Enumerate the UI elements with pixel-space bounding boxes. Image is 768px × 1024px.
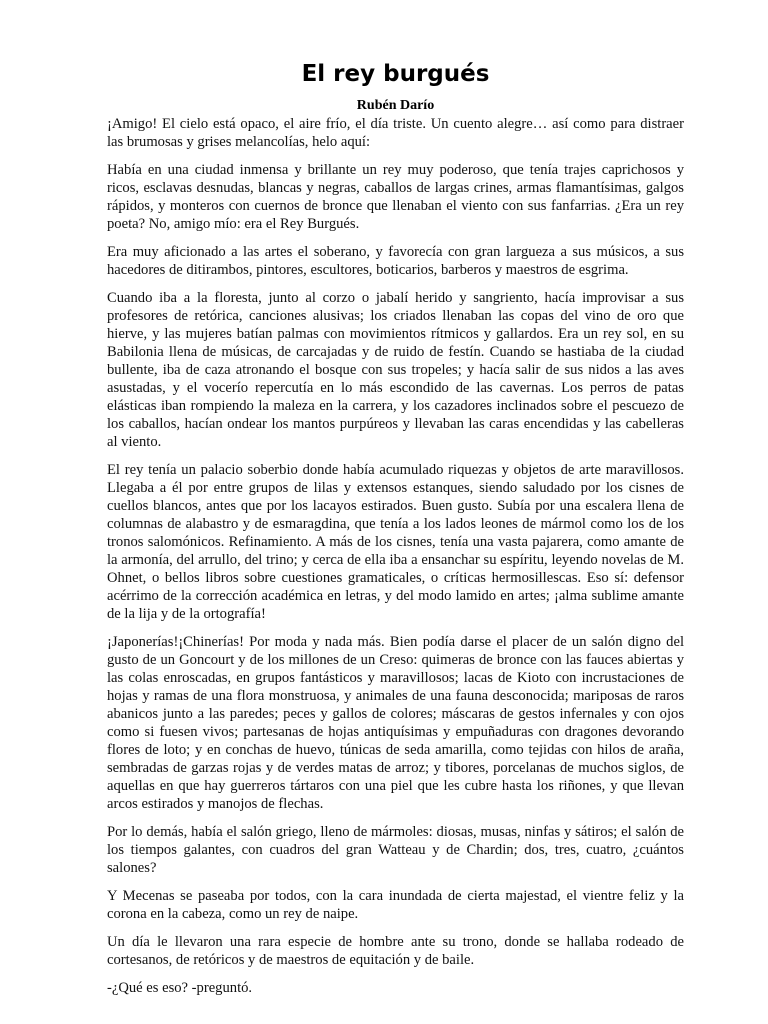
paragraph: Por lo demás, había el salón griego, lleno de mármoles: diosas, musas, ninfas y sátiros; el salón de los tiempos galantes, con cuadros del gran Watteau y de Chardin; dos, tres, cuatro, ¿cuántos salones? xyxy=(107,824,684,876)
paragraph: ¡Japonerías!¡Chinerías! Por moda y nada más. Bien podía darse el placer de un salón digno del gusto de un Goncourt y de los millones de un Creso: quimeras de bronce con las fauces abiertas y las colas enroscadas, en grupos fantásticos y maravillosos; lacas de Kioto con incrustaciones de hojas y ramas de una flora monstruosa, y animales de una fauna desconocida; mariposas de raros abanicos junto a las paredes; peces y gallos de colores; máscaras de gestos infernales y con ojos como si fuesen vivos; partesanas de hojas antiquísimas y empuñaduras con dragones devorando flores de loto; y en conchas de huevo, túnicas de seda amarilla, como tejidas con hilos de araña, sembradas de garzas rojas y de verdes matas de arroz; y tibores, porcelanas de muchos siglos, de aquellas en que hay guerreros tártaros con una piel que les cubre hasta los riñones, y que llevan arcos estirados y manojos de flechas. xyxy=(107,634,684,812)
paragraph: Un día le llevaron una rara especie de hombre ante su trono, donde se hallaba rodeado de cortesanos, de retóricos y de maestros de equitación y de baile. xyxy=(107,934,684,968)
paragraph: Había en una ciudad inmensa y brillante un rey muy poderoso, que tenía trajes caprichosos y ricos, esclavas desnudas, blancas y negras, caballos de largas crines, armas flamantísimas, galgos rápidos, y monteros con cuernos de bronce que llenaban el viento con sus fanfarrias. ¿Era un rey poeta? No, amigo mío: era el Rey Burgués. xyxy=(107,162,684,232)
paragraph: -¿Qué es eso? -preguntó. xyxy=(107,980,253,996)
paragraph: Era muy aficionado a las artes el soberano, y favorecía con gran largueza a sus músicos, a sus hacedores de ditirambos, pintores, escultores, boticarios, barberos y maestros de esgrima. xyxy=(107,244,684,278)
document-page xyxy=(107,0,684,1007)
document-author: Rubén Darío xyxy=(356,98,435,113)
paragraph: Cuando iba a la floresta, junto al corzo o jabalí herido y sangriento, hacía improvisar a sus profesores de retórica, canciones alusivas; los criados llenaban las copas del vino de oro que hierve, y las mujeres batían palmas con movimientos rítmicos y gallardos. Era un rey sol, en su Babilonia llena de músicas, de carcajadas y de ruido de festín. Cuando se hastiaba de la ciudad bullente, iba de caza atronando el bosque con sus tropeles; y hacía salir de sus nidos a las aves asustadas, y el vocerío repercutía en lo más escondido de las cavernas. Los perros de patas elásticas iban rompiendo la maleza en la carrera, y los cazadores inclinados sobre el pescuezo de los caballos, hacían ondear los mantos purpúreos y llevaban las caras encendidas y las cabelleras al viento. xyxy=(107,290,684,450)
paragraph: Y Mecenas se paseaba por todos, con la cara inundada de cierta majestad, el vientre feliz y la corona en la cabeza, como un rey de naipe. xyxy=(107,888,684,922)
paragraph: El rey tenía un palacio soberbio donde había acumulado riquezas y objetos de arte maravillosos. Llegaba a él por entre grupos de lilas y extensos estanques, siendo saludado por los cisnes de cuellos blancos, antes que por los lacayos estirados. Buen gusto. Subía por una escalera llena de columnas de alabastro y de esmaragdina, que tenía a los lados leones de mármol como los de los tronos salomónicos. Refinamiento. A más de los cisnes, tenía una vasta pajarera, como amante de la armonía, del arrullo, del trino; y cerca de ella iba a ensanchar su espíritu, leyendo novelas de M. Ohnet, o bellos libros sobre cuestiones gramaticales, o críticas hermosillescas. Eso sí: defensor acérrimo de la corrección académica en letras, y del modo lamido en artes; ¡alma sublime amante de la lija y de la ortografía! xyxy=(107,462,684,622)
paragraph: ¡Amigo! El cielo está opaco, el aire frío, el día triste. Un cuento alegre… así como para distraer las brumosas y grises melancolías, helo aquí: xyxy=(107,116,684,150)
document-title: El rey burgués xyxy=(301,61,490,87)
